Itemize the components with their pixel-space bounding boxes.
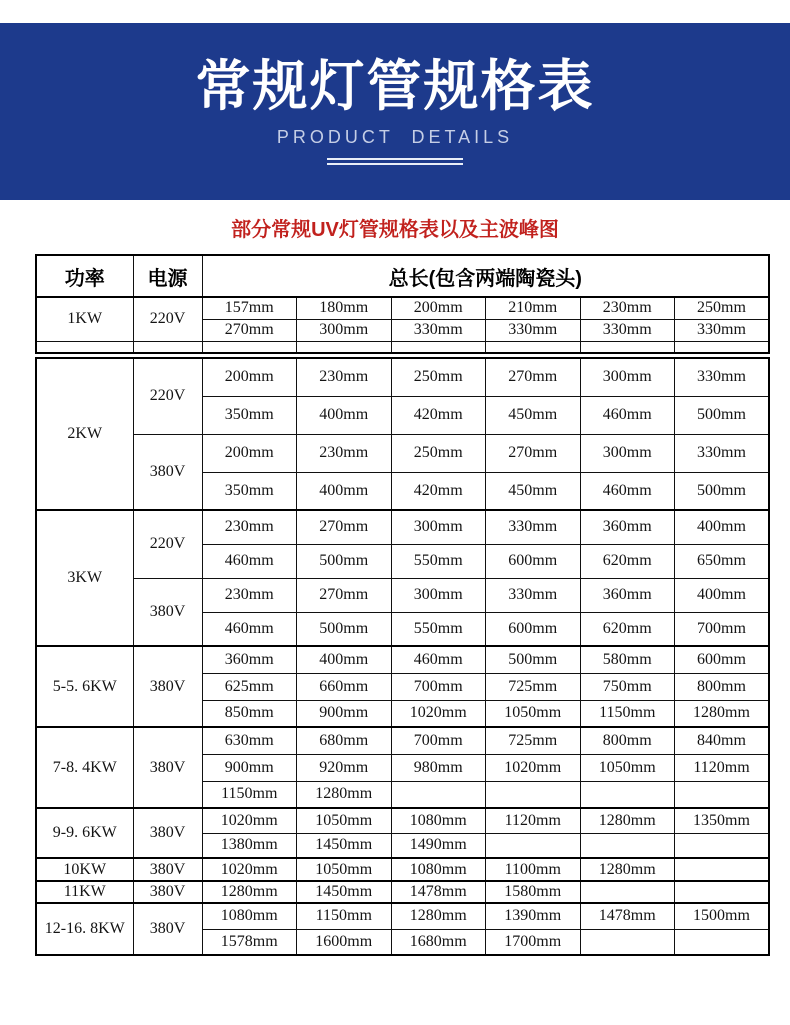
table-row — [36, 727, 769, 754]
length-cell: 270mm — [297, 510, 392, 544]
length-cell: 1150mm — [297, 903, 392, 929]
length-cell: 1500mm — [675, 903, 770, 929]
length-cell: 270mm — [297, 578, 392, 612]
length-cell: 660mm — [297, 673, 392, 700]
length-cell: 460mm — [202, 612, 297, 646]
spacer-cell — [391, 341, 486, 353]
length-cell: 550mm — [391, 612, 486, 646]
length-header-cell: 总长(包含两端陶瓷头) — [202, 255, 769, 297]
length-cell: 1578mm — [202, 929, 297, 955]
table-row — [36, 858, 769, 881]
length-cell: 700mm — [675, 612, 770, 646]
page-title: 常规灯管规格表 — [195, 55, 595, 118]
length-cell: 1120mm — [675, 754, 770, 781]
title-underline-bottom — [327, 163, 463, 165]
length-cell: 620mm — [580, 612, 675, 646]
length-cell: 900mm — [297, 700, 392, 727]
length-cell: 330mm — [391, 319, 486, 341]
length-cell: 630mm — [202, 727, 297, 754]
length-cell: 200mm — [391, 297, 486, 319]
spacer-row — [36, 341, 769, 353]
product-details-subtitle: PRODUCT DETAILS — [276, 126, 514, 147]
hero-banner — [0, 23, 790, 200]
length-cell: 330mm — [675, 434, 770, 472]
length-cell: 420mm — [391, 472, 486, 510]
length-cell: 360mm — [202, 646, 297, 673]
length-cell: 250mm — [391, 434, 486, 472]
length-cell — [675, 881, 770, 903]
length-cell: 850mm — [202, 700, 297, 727]
length-cell: 270mm — [202, 319, 297, 341]
length-cell: 1350mm — [675, 808, 770, 833]
length-cell: 330mm — [486, 510, 581, 544]
voltage-cell: 380V — [133, 434, 202, 510]
length-cell: 725mm — [486, 727, 581, 754]
spacer-cell — [202, 341, 297, 353]
length-cell: 400mm — [297, 396, 392, 434]
spacer-cell — [580, 341, 675, 353]
length-cell: 230mm — [297, 434, 392, 472]
length-cell: 800mm — [580, 727, 675, 754]
length-cell: 330mm — [580, 319, 675, 341]
spacer-cell — [486, 341, 581, 353]
length-cell: 1478mm — [580, 903, 675, 929]
length-cell: 500mm — [297, 544, 392, 578]
length-cell: 330mm — [675, 358, 770, 396]
length-cell: 360mm — [580, 578, 675, 612]
length-cell: 250mm — [675, 297, 770, 319]
power-header-cell: 功率 — [36, 255, 133, 297]
table-row — [36, 881, 769, 903]
table-row — [36, 903, 769, 929]
length-cell: 600mm — [675, 646, 770, 673]
length-cell: 300mm — [391, 510, 486, 544]
length-cell: 230mm — [580, 297, 675, 319]
length-cell: 450mm — [486, 396, 581, 434]
length-cell: 300mm — [297, 319, 392, 341]
length-cell: 230mm — [202, 510, 297, 544]
length-cell: 460mm — [202, 544, 297, 578]
length-cell: 1450mm — [297, 833, 392, 858]
spacer-cell — [133, 341, 202, 353]
power-cell: 3KW — [36, 510, 133, 646]
length-cell: 350mm — [202, 472, 297, 510]
voltage-cell: 380V — [133, 858, 202, 881]
length-cell: 1050mm — [297, 858, 392, 881]
length-cell — [675, 858, 770, 881]
length-cell: 840mm — [675, 727, 770, 754]
length-cell: 680mm — [297, 727, 392, 754]
length-cell: 300mm — [391, 578, 486, 612]
voltage-cell: 380V — [133, 578, 202, 646]
length-cell: 1020mm — [202, 858, 297, 881]
table-row — [36, 434, 769, 472]
length-cell: 1050mm — [297, 808, 392, 833]
length-cell: 200mm — [202, 358, 297, 396]
voltage-cell: 380V — [133, 881, 202, 903]
length-cell — [675, 833, 770, 858]
length-cell: 620mm — [580, 544, 675, 578]
length-cell — [580, 833, 675, 858]
spacer-cell — [36, 341, 133, 353]
length-cell: 1050mm — [580, 754, 675, 781]
table-row — [36, 510, 769, 544]
voltage-cell: 220V — [133, 297, 202, 341]
length-cell: 1150mm — [202, 781, 297, 808]
length-cell — [675, 929, 770, 955]
length-cell: 1080mm — [391, 858, 486, 881]
length-cell: 1120mm — [486, 808, 581, 833]
length-cell: 460mm — [580, 396, 675, 434]
table-row — [36, 646, 769, 673]
length-cell: 1280mm — [297, 781, 392, 808]
length-cell: 400mm — [297, 646, 392, 673]
length-cell: 210mm — [486, 297, 581, 319]
length-cell: 1280mm — [580, 858, 675, 881]
length-cell: 460mm — [391, 646, 486, 673]
table-row — [36, 808, 769, 833]
length-cell: 800mm — [675, 673, 770, 700]
length-cell: 600mm — [486, 612, 581, 646]
power-cell: 12-16. 8KW — [36, 903, 133, 955]
spec-table-top — [35, 254, 770, 354]
table-header-row — [36, 255, 769, 297]
voltage-cell: 380V — [133, 646, 202, 727]
table-row — [36, 297, 769, 319]
length-cell: 270mm — [486, 434, 581, 472]
length-cell: 920mm — [297, 754, 392, 781]
length-cell: 450mm — [486, 472, 581, 510]
length-cell: 1100mm — [486, 858, 581, 881]
length-cell: 1020mm — [202, 808, 297, 833]
length-cell: 270mm — [486, 358, 581, 396]
length-cell: 157mm — [202, 297, 297, 319]
length-cell: 460mm — [580, 472, 675, 510]
length-cell: 300mm — [580, 434, 675, 472]
voltage-cell: 220V — [133, 358, 202, 434]
length-cell: 400mm — [675, 578, 770, 612]
spacer-cell — [297, 341, 392, 353]
length-cell — [580, 781, 675, 808]
length-cell: 980mm — [391, 754, 486, 781]
length-cell: 1020mm — [486, 754, 581, 781]
power-cell: 7-8. 4KW — [36, 727, 133, 808]
length-cell: 900mm — [202, 754, 297, 781]
length-cell: 1150mm — [580, 700, 675, 727]
length-cell — [391, 781, 486, 808]
length-cell: 400mm — [297, 472, 392, 510]
length-cell: 725mm — [486, 673, 581, 700]
length-cell: 600mm — [486, 544, 581, 578]
length-cell: 700mm — [391, 673, 486, 700]
section-heading: 部分常规UV灯管规格表以及主波峰图 — [231, 219, 559, 241]
length-cell: 1450mm — [297, 881, 392, 903]
length-cell: 1580mm — [486, 881, 581, 903]
power-cell: 11KW — [36, 881, 133, 903]
length-cell: 500mm — [297, 612, 392, 646]
length-cell — [580, 881, 675, 903]
length-cell — [486, 781, 581, 808]
length-cell: 420mm — [391, 396, 486, 434]
length-cell: 1080mm — [391, 808, 486, 833]
length-cell: 360mm — [580, 510, 675, 544]
spec-table-main — [35, 357, 770, 956]
length-cell: 330mm — [675, 319, 770, 341]
spec-table-wrap — [35, 254, 770, 956]
length-cell — [486, 833, 581, 858]
length-cell: 1280mm — [580, 808, 675, 833]
length-cell: 1280mm — [675, 700, 770, 727]
length-cell: 180mm — [297, 297, 392, 319]
length-cell: 500mm — [675, 396, 770, 434]
power-cell: 2KW — [36, 358, 133, 510]
length-cell: 500mm — [675, 472, 770, 510]
length-cell: 1478mm — [391, 881, 486, 903]
length-cell: 750mm — [580, 673, 675, 700]
length-cell: 650mm — [675, 544, 770, 578]
length-cell: 1020mm — [391, 700, 486, 727]
title-underline-top — [327, 158, 463, 160]
length-cell: 330mm — [486, 319, 581, 341]
length-cell: 1680mm — [391, 929, 486, 955]
power-cell: 10KW — [36, 858, 133, 881]
length-cell: 1380mm — [202, 833, 297, 858]
spacer-cell — [675, 341, 770, 353]
power-cell: 1KW — [36, 297, 133, 341]
length-cell — [580, 929, 675, 955]
voltage-header-cell: 电源 — [133, 255, 202, 297]
length-cell: 300mm — [580, 358, 675, 396]
length-cell: 250mm — [391, 358, 486, 396]
power-cell: 9-9. 6KW — [36, 808, 133, 858]
length-cell: 700mm — [391, 727, 486, 754]
length-cell: 1490mm — [391, 833, 486, 858]
length-cell: 1700mm — [486, 929, 581, 955]
length-cell: 1600mm — [297, 929, 392, 955]
length-cell: 1050mm — [486, 700, 581, 727]
length-cell: 330mm — [486, 578, 581, 612]
length-cell: 230mm — [297, 358, 392, 396]
table-row — [36, 358, 769, 396]
length-cell: 1390mm — [486, 903, 581, 929]
power-cell: 5-5. 6KW — [36, 646, 133, 727]
length-cell: 1280mm — [202, 881, 297, 903]
length-cell: 500mm — [486, 646, 581, 673]
length-cell — [675, 781, 770, 808]
voltage-cell: 380V — [133, 808, 202, 858]
length-cell: 580mm — [580, 646, 675, 673]
voltage-cell: 380V — [133, 727, 202, 808]
voltage-cell: 380V — [133, 903, 202, 955]
length-cell: 1280mm — [391, 903, 486, 929]
length-cell: 625mm — [202, 673, 297, 700]
length-cell: 230mm — [202, 578, 297, 612]
length-cell: 200mm — [202, 434, 297, 472]
length-cell: 550mm — [391, 544, 486, 578]
table-row — [36, 578, 769, 612]
voltage-cell: 220V — [133, 510, 202, 578]
length-cell: 1080mm — [202, 903, 297, 929]
length-cell: 350mm — [202, 396, 297, 434]
length-cell: 400mm — [675, 510, 770, 544]
